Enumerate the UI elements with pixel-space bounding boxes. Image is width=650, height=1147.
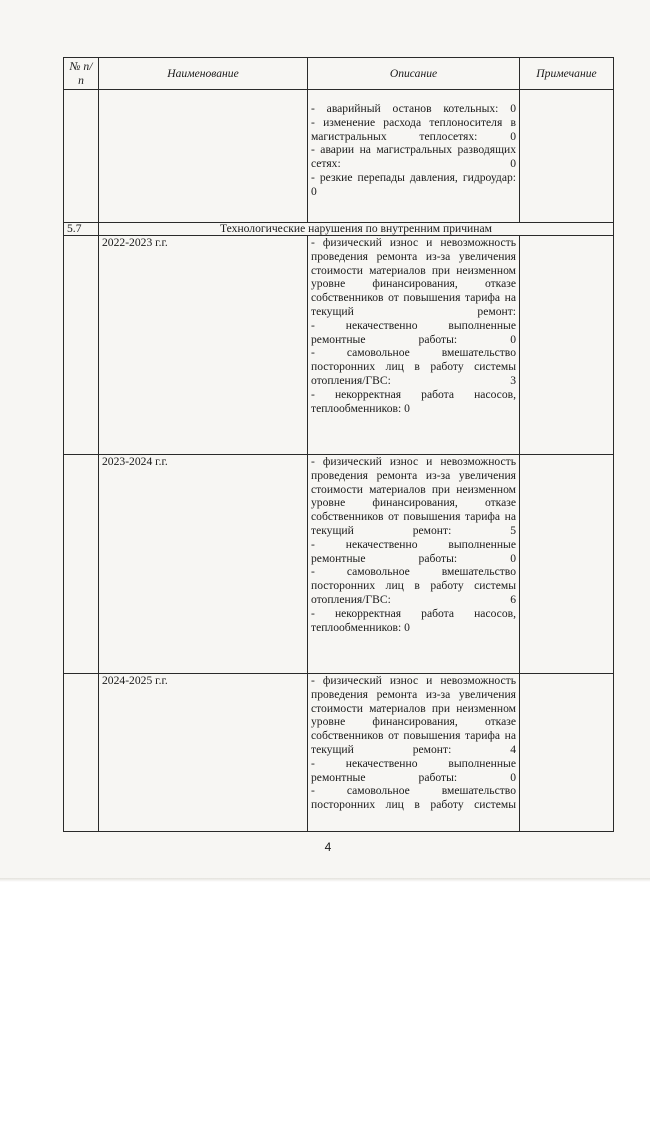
period-name: 2022-2023 г.г.	[99, 236, 308, 455]
cell-note	[520, 674, 614, 832]
section-num: 5.7	[64, 223, 99, 236]
desc-line: - некачественно выполненные ремонтные работы: 0	[311, 537, 516, 565]
desc-line: - некорректная работа насосов, теплообменников: 0	[311, 387, 516, 415]
cell-desc	[308, 455, 520, 674]
desc-line: - физический износ и невозможность проведения ремонта из-за увеличения стоимости материалов при неизменном уровне финансирования, отказе собственников от повышения тарифа на текущий ремонт: 5	[311, 455, 516, 537]
cell-num	[64, 236, 99, 455]
desc-line: - некорректная работа насосов, теплообменников: 0	[311, 606, 516, 634]
desc-line: - некачественно выполненные ремонтные работы: 0	[311, 756, 516, 784]
desc-line: - резкие перепады давления, гидроудар: 0	[311, 170, 516, 198]
cell-num	[64, 455, 99, 674]
header-note: Примечание	[520, 58, 614, 90]
desc-line: - физический износ и невозможность проведения ремонта из-за увеличения стоимости материалов при неизменном уровне финансирования, отказе собственников от повышения тарифа на текущий ремонт: 4	[311, 674, 516, 756]
page-number: 4	[324, 840, 332, 854]
cell-num	[64, 674, 99, 832]
desc-line: - аварии на магистральных разводящих сетях: 0	[311, 143, 516, 171]
table-row-period	[64, 455, 614, 674]
desc-line: - самовольное вмешательство посторонних лиц в работу системы отопления/ГВС: 3	[311, 346, 516, 387]
period-name: 2024-2025 г.г.	[99, 674, 308, 832]
cell-desc	[308, 674, 520, 832]
desc-line: - аварийный останов котельных: 0	[311, 102, 516, 115]
table-row-continued	[64, 90, 614, 223]
desc-line: - самовольное вмешательство посторонних лиц в работу системы	[311, 784, 516, 812]
cell-note	[520, 236, 614, 455]
period-name: 2023-2024 г.г.	[99, 455, 308, 674]
desc-line: - изменение расхода теплоносителя в магистральных теплосетях: 0	[311, 115, 516, 143]
cell-num	[64, 90, 99, 223]
header-desc: Описание	[308, 58, 520, 90]
section-title: Технологические нарушения по внутренним причинам	[99, 223, 614, 236]
desc-line: - некачественно выполненные ремонтные работы: 0	[311, 318, 516, 346]
table-header-row	[64, 58, 614, 90]
header-name: Наименование	[99, 58, 308, 90]
scan-edge	[0, 878, 650, 882]
table-row-period	[64, 674, 614, 832]
cell-note	[520, 90, 614, 223]
desc-line: - физический износ и невозможность проведения ремонта из-за увеличения стоимости материалов при неизменном уровне финансирования, отказе собственников от повышения тарифа на текущий ремонт:	[311, 236, 516, 318]
cell-desc	[308, 90, 520, 223]
cell-desc	[308, 236, 520, 455]
section-row	[64, 223, 614, 236]
desc-line: - самовольное вмешательство посторонних лиц в работу системы отопления/ГВС: 6	[311, 565, 516, 606]
cell-note	[520, 455, 614, 674]
table-row-period	[64, 236, 614, 455]
cell-name	[99, 90, 308, 223]
header-num: № п/п	[64, 58, 99, 90]
document-table	[63, 57, 614, 832]
